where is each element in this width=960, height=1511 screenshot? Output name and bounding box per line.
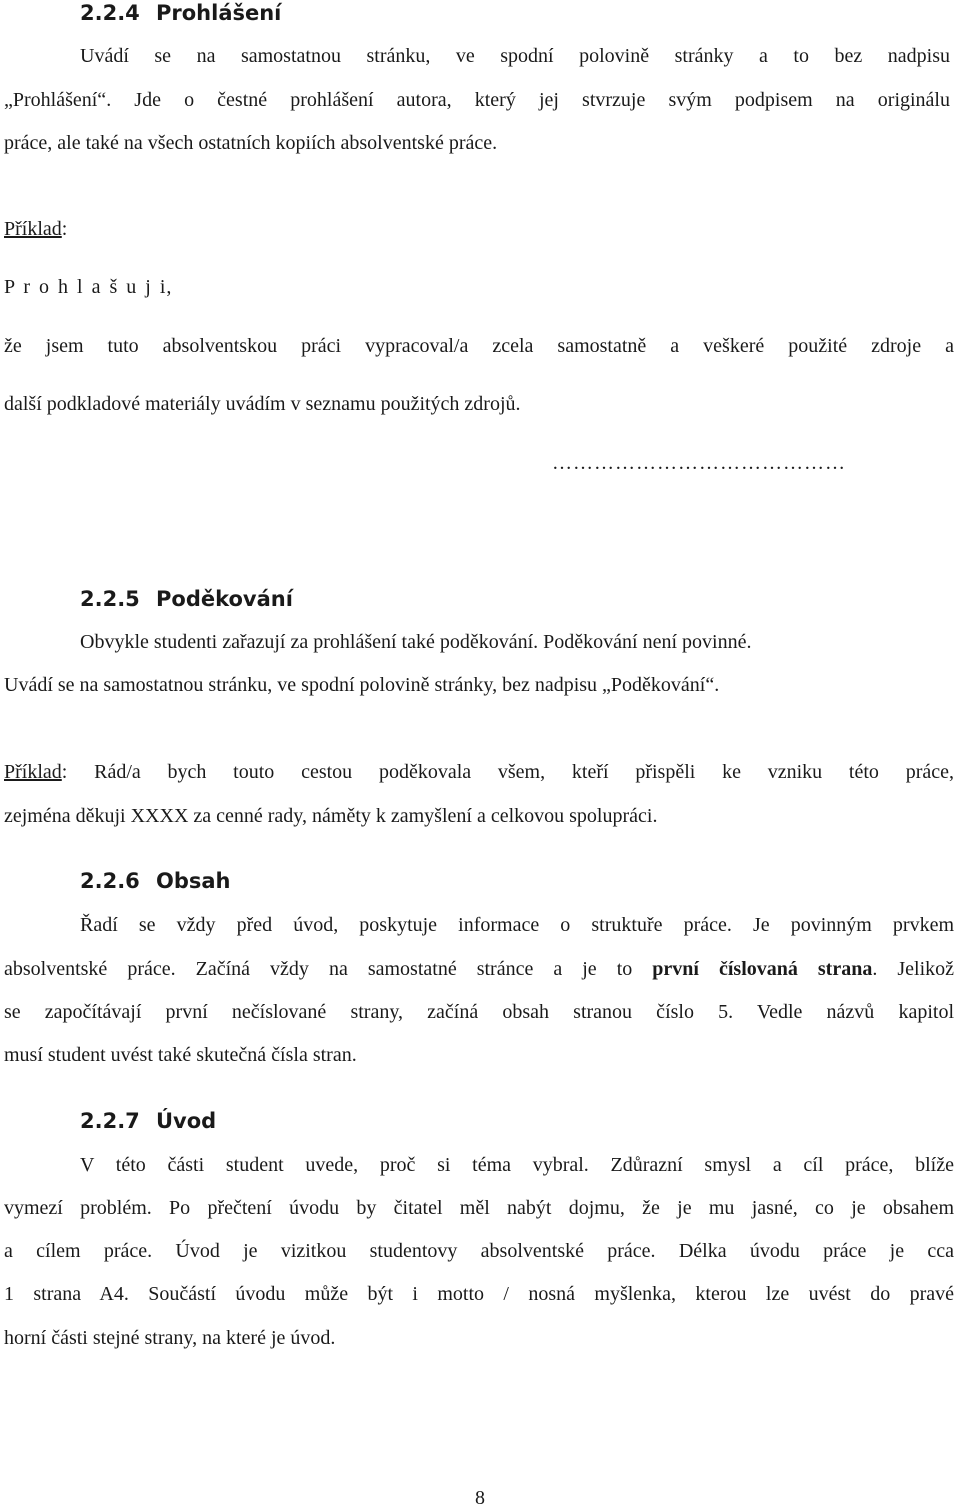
paragraph-line-indent (80, 912, 954, 938)
paragraph-line-indent (80, 43, 950, 69)
text-run: absolventské práce. Začíná vždy na samostatné stránce a je to (4, 958, 653, 980)
heading-title: Poděkování (156, 587, 293, 611)
paragraph-line (4, 1195, 954, 1221)
signature-dots: …………………………………… (552, 452, 846, 474)
text-line: V této části student uvede, proč si téma vybral. Zdůrazní smysl a cíl práce, blíže (80, 1154, 954, 1176)
text-run: . Jelikož (872, 958, 955, 980)
paragraph-line: Uvádí se na samostatnou stránku, ve spodní polovině stránky, bez nadpisu „Poděkování“. (4, 674, 720, 696)
text-line: 1 strana A4. Součástí úvodu může být i motto / nosná myšlenka, kterou lze uvést do pravé (4, 1283, 954, 1305)
heading-2-2-6 (80, 868, 231, 894)
text-line: se započítávají první nečíslované strany, začíná obsah stranou číslo 5. Vedle názvů kapitol (4, 1001, 954, 1023)
heading-2-2-4 (80, 0, 281, 26)
example-label: Příklad (4, 218, 62, 240)
example-paragraph-line (4, 759, 954, 785)
example-paragraph-line-last: zejména děkuji XXXX za cenné rady, náměty k zamyšlení a celkovou spolupráci. (4, 805, 658, 827)
paragraph-line (4, 956, 954, 982)
heading-2-2-7 (80, 1108, 216, 1134)
example-label-line (4, 216, 67, 242)
text-line: „Prohlášení“. Jde o čestné prohlášení autora, který jej stvrzuje svým podpisem na originálu (4, 89, 950, 111)
heading-number: 2.2.7 (80, 1109, 140, 1133)
paragraph-line-last: horní části stejné strany, na které je úvod. (4, 1327, 336, 1349)
paragraph-line (4, 999, 954, 1025)
text-line: vymezí problém. Po přečtení úvodu by čitatel měl nabýt dojmu, že je mu jasné, co je obsahem (4, 1197, 954, 1219)
heading-number: 2.2.6 (80, 869, 140, 893)
declaration-line-last: další podkladové materiály uvádím v seznamu použitých zdrojů. (4, 393, 521, 415)
paragraph-line-last: práce, ale také na všech ostatních kopiích absolventské práce. (4, 132, 498, 154)
paragraph-line (4, 1281, 954, 1307)
paragraph-line-last: musí student uvést také skutečná čísla stran. (4, 1044, 357, 1066)
example-text: : Rád/a bych touto cestou poděkovala všem, kteří přispěli ke vzniku této práce, (61, 761, 954, 783)
page-number: 8 (475, 1487, 485, 1509)
heading-title: Prohlášení (156, 1, 282, 25)
text-line: že jsem tuto absolventskou práci vypracoval/a zcela samostatně a veškeré použité zdroje a (4, 335, 954, 357)
example-colon: : (61, 218, 68, 240)
paragraph-line-indent (80, 1152, 954, 1178)
example-label: Příklad (4, 761, 62, 783)
paragraph-line-indent: Obvykle studenti zařazují za prohlášení také poděkování. Poděkování není povinné. (80, 631, 752, 653)
heading-2-2-5 (80, 586, 293, 612)
text-line (4, 759, 954, 785)
heading-title: Obsah (156, 869, 231, 893)
heading-title: Úvod (156, 1109, 217, 1133)
heading-number: 2.2.4 (80, 1, 140, 25)
declaration-word: P r o h l a š u j i, (4, 276, 173, 298)
text-line: Řadí se vždy před úvod, poskytuje informace o struktuře práce. Je povinným prvkem (80, 914, 954, 936)
bold-emphasis: první číslovaná strana (652, 958, 873, 980)
text-line: Uvádí se na samostatnou stránku, ve spodní polovině stránky a to bez nadpisu (80, 45, 950, 67)
text-line: a cílem práce. Úvod je vizitkou studentovy absolventské práce. Délka úvodu práce je cca (4, 1240, 954, 1262)
heading-number: 2.2.5 (80, 587, 140, 611)
paragraph-line (4, 87, 950, 113)
paragraph-line (4, 1238, 954, 1264)
declaration-line (4, 333, 954, 359)
text-line (4, 956, 954, 982)
